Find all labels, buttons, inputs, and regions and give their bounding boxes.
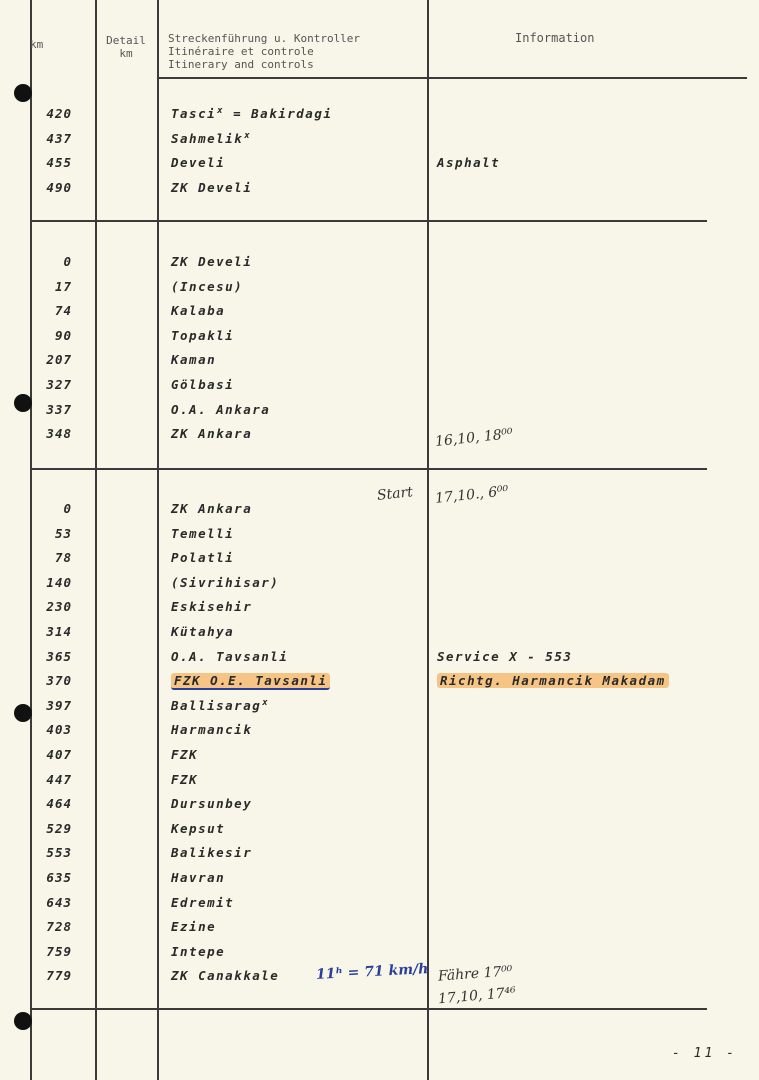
- table-row: [0, 722, 759, 746]
- table-row: [0, 426, 759, 450]
- place-label: Kaman: [171, 352, 217, 368]
- table-row: [0, 402, 759, 426]
- table-row: [0, 303, 759, 327]
- km-value: 327: [46, 377, 72, 392]
- km-value: 337: [46, 401, 72, 417]
- km-value: 0: [63, 501, 72, 516]
- handwritten-duration: 11ʰ = 71 km/h: [315, 961, 429, 983]
- km-value: 407: [46, 747, 72, 762]
- place-name: [171, 131, 251, 146]
- table-row: [0, 747, 759, 771]
- table-row: [0, 106, 759, 130]
- place-name: [171, 722, 252, 737]
- table-row: [0, 377, 759, 401]
- km-value: 314: [46, 624, 72, 639]
- place-name: [171, 575, 279, 590]
- place-label: Ballisarag: [171, 697, 262, 713]
- km-value: 759: [46, 943, 72, 959]
- place-name: [171, 870, 225, 885]
- table-row: [0, 254, 759, 278]
- km-value: 643: [46, 894, 72, 910]
- km-value: 207: [46, 352, 72, 368]
- table-row: [0, 796, 759, 820]
- place-label: ZK Ankara: [171, 426, 253, 442]
- place-name: [171, 501, 252, 516]
- place-label: Kütahya: [171, 624, 235, 639]
- place-label: ZK Ankara: [171, 501, 253, 516]
- place-name: [171, 968, 279, 983]
- table-row: [0, 845, 759, 869]
- place-name: [171, 279, 243, 294]
- km-value: 397: [46, 697, 72, 713]
- km-value: 230: [46, 599, 72, 615]
- km-value: 403: [46, 722, 72, 738]
- km-value: 529: [46, 820, 72, 836]
- place-label: FZK: [171, 747, 199, 762]
- place-label: O.A. Ankara: [171, 401, 271, 417]
- km-value: 553: [46, 845, 72, 861]
- handwritten-ankara-arrival: 16,10, 18⁰⁰: [434, 425, 514, 451]
- place-name: [171, 352, 216, 367]
- place-name: [171, 772, 198, 787]
- km-value: 17: [54, 278, 72, 294]
- km-value: 74: [54, 303, 72, 319]
- section-rule: [30, 1008, 707, 1010]
- punch-hole: [14, 1012, 32, 1030]
- table-row: [0, 649, 759, 673]
- header-detail: Detail km: [106, 34, 146, 60]
- place-label: (Sivrihisar): [171, 574, 280, 590]
- section-rule: [30, 220, 707, 222]
- place-label: Kalaba: [171, 303, 226, 319]
- table-row: [0, 180, 759, 204]
- place-name: [171, 402, 270, 417]
- place-name: [171, 550, 234, 565]
- punch-hole: [14, 84, 32, 102]
- place-label: ZK Develi: [171, 254, 253, 269]
- place-label: Eskisehir: [171, 599, 253, 615]
- place-name: [171, 919, 216, 934]
- table-row: [0, 772, 759, 796]
- footnote-mark: x: [262, 697, 270, 708]
- table-row: [0, 895, 759, 919]
- place-name: [171, 673, 330, 688]
- place-label: FZK O.E. Tavsanli: [171, 673, 330, 690]
- place-label: (Incesu): [171, 278, 244, 294]
- header-rule: [157, 77, 747, 79]
- place-label: Harmancik: [171, 722, 253, 738]
- place-label: ZK Canakkale: [171, 968, 280, 984]
- place-name: [171, 845, 252, 860]
- table-row: [0, 698, 759, 722]
- km-value: 53: [54, 525, 72, 541]
- place-label: Kepsut: [171, 820, 226, 836]
- place-label: Topakli: [171, 327, 235, 343]
- km-value: 728: [46, 919, 72, 935]
- handwritten-canakkale-arrival: 17,10, 17⁴⁶: [437, 984, 517, 1008]
- handwritten-start-time: 17,10., 6⁰⁰: [434, 483, 510, 507]
- table-row: [0, 155, 759, 179]
- place-name: [171, 106, 332, 121]
- place-name: [171, 377, 234, 392]
- km-value: 365: [46, 648, 72, 664]
- km-value: 437: [46, 130, 72, 146]
- place-name: [171, 649, 288, 664]
- table-row: [0, 131, 759, 155]
- km-value: 78: [54, 550, 72, 566]
- table-row: [0, 870, 759, 894]
- table-row: [0, 624, 759, 648]
- km-value: 90: [54, 327, 72, 343]
- place-label: Tasci: [171, 106, 217, 122]
- info-note: Asphalt: [437, 155, 501, 171]
- place-label: ZK Develi: [171, 179, 253, 195]
- km-value: 370: [46, 673, 72, 689]
- place-name: [171, 698, 269, 713]
- place-name: [171, 796, 252, 811]
- place-name: [171, 254, 252, 269]
- place-label: Dursunbey: [171, 796, 253, 812]
- place-name: [171, 944, 225, 959]
- km-value: 464: [46, 796, 72, 812]
- km-value: 455: [46, 155, 72, 171]
- km-value: 490: [46, 179, 72, 195]
- header-km: km: [30, 38, 44, 51]
- table-row: [0, 575, 759, 599]
- place-name: [171, 155, 225, 170]
- table-row: [0, 599, 759, 623]
- header-route: Streckenführung u. Kontroller Itinéraire et controle Itinerary and controls: [168, 32, 361, 71]
- table-row: [0, 919, 759, 943]
- handwritten-ferry: Fähre 17⁰⁰: [437, 963, 514, 985]
- place-name: [171, 624, 234, 639]
- footnote-mark: x: [244, 130, 252, 141]
- km-value: 0: [63, 254, 72, 269]
- km-value: 348: [46, 426, 72, 442]
- place-label: Sahmelik: [171, 130, 244, 146]
- place-label: Polatli: [171, 550, 235, 566]
- km-value: 447: [46, 771, 72, 787]
- table-row: [0, 352, 759, 376]
- place-name: [171, 303, 225, 318]
- place-label: Develi: [171, 155, 226, 171]
- place-label: Temelli: [171, 525, 235, 541]
- section-rule: [30, 468, 707, 470]
- place-label: Gölbasi: [171, 377, 235, 392]
- place-label: Intepe: [171, 943, 226, 959]
- table-row: [0, 526, 759, 550]
- place-label: FZK: [171, 771, 199, 787]
- place-label: O.A. Tavsanli: [171, 648, 289, 664]
- table-row: [0, 550, 759, 574]
- table-row: [0, 821, 759, 845]
- km-value: 420: [46, 106, 72, 121]
- table-row: [0, 279, 759, 303]
- km-value: 635: [46, 870, 72, 885]
- place-name: [171, 526, 234, 541]
- place-label: Ezine: [171, 919, 217, 935]
- place-label: Edremit: [171, 894, 235, 910]
- place-label: Havran: [171, 870, 226, 885]
- header-info: Information: [515, 31, 595, 45]
- handwritten-start-label: Start: [376, 484, 414, 504]
- place-name: [171, 821, 225, 836]
- place-name: [171, 599, 252, 614]
- info-note: Service X - 553: [437, 648, 573, 664]
- km-value: 779: [46, 968, 72, 984]
- place-name: [171, 426, 252, 441]
- place-name: [171, 328, 234, 343]
- table-row: [0, 328, 759, 352]
- footnote-mark: x: [217, 106, 225, 116]
- info-note: Richtg. Harmancik Makadam: [437, 673, 669, 688]
- table-row: [0, 501, 759, 525]
- table-row: [0, 673, 759, 697]
- place-label: Balikesir: [171, 845, 253, 861]
- page-number: - 11 -: [672, 1046, 737, 1061]
- place-name: [171, 895, 234, 910]
- place-name: [171, 180, 252, 195]
- place-suffix: = Bakirdagi: [224, 106, 333, 122]
- km-value: 140: [46, 574, 72, 590]
- place-name: [171, 747, 198, 762]
